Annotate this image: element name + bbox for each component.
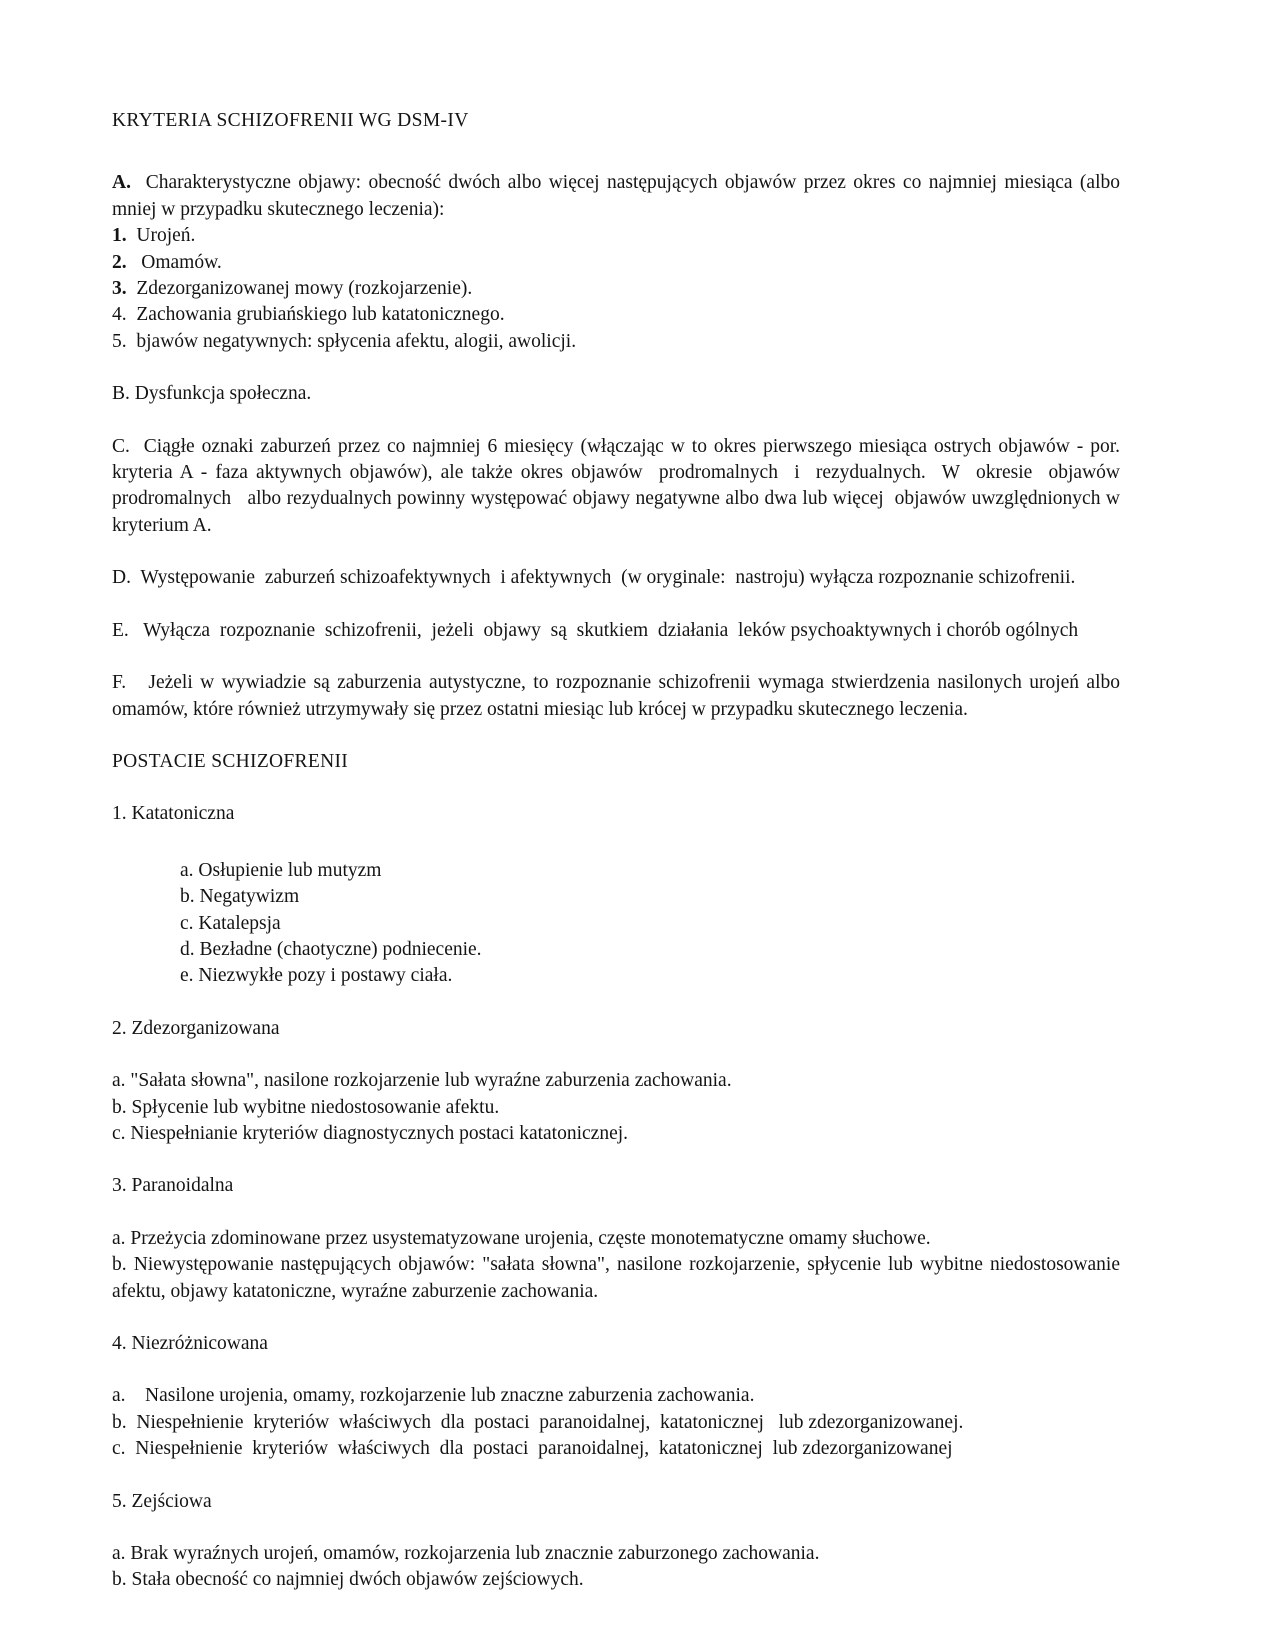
form-1-items [112, 858, 1120, 990]
list-item: b. Negatywizm [180, 886, 300, 908]
list-item [112, 223, 1120, 249]
list-item: a. Osłupienie lub mutyzm [180, 859, 382, 881]
list-item: c. Niespełnianie kryteriów diagnostycznych postaci katatonicznej. [112, 1122, 629, 1144]
criterion-b-text: Dysfunkcja społeczna. [134, 383, 312, 405]
criterion-f-text: Jeżeli w wywiadzie są zaburzenia autystyczne, to rozpoznanie schizofrenii wymaga stwierdzenia nasilonych urojeń albo omamów, które również utrzymywały się przez ostatni miesiąc lub krócej w przypadku skutecznego leczenia. [112, 672, 1125, 720]
list-item: a. "Sałata słowna", nasilone rozkojarzenie lub wyraźne zaburzenia zachowania. [112, 1070, 732, 1092]
spacer [112, 723, 1120, 749]
criterion-c-marker: C. [112, 435, 130, 457]
list-item: c. Niespełnienie kryteriów właściwych dla postaci paranoidalnej, katatonicznej lub zdezorganizowanej [112, 1438, 953, 1460]
spacer [112, 990, 1120, 1016]
form-3-items [112, 1226, 1120, 1305]
spacer [112, 828, 1120, 858]
spacer [112, 144, 1120, 170]
list-item-marker: 3. [112, 278, 127, 300]
spacer [112, 1147, 1120, 1173]
criterion-d-text: Występowanie zaburzeń schizoafektywnych i afektywnych (w oryginale: nastroju) wyłącza rozpoznanie schizofrenii. [135, 567, 1076, 589]
spacer [112, 1515, 1120, 1541]
list-item-marker: 4. [112, 304, 127, 326]
form-heading-3: 3. Paranoidalna [112, 1175, 234, 1197]
spacer [112, 355, 1120, 381]
criterion-e-paragraph [112, 618, 1120, 644]
criterion-c-text: Ciągłe oznaki zaburzeń przez co najmniej 6 miesięcy (włączając w to okres pierwszego miesiąca ostrych objawów - por. kryteria A - faza aktywnych objawów), ale także okres objawów prodromalnych i rezydualnych. W okresie objawów prodromalnych albo rezydualnych powinny występować objawy negatywne albo dwa lub więcej objawów uwzględnionych w kryterium A. [112, 435, 1125, 536]
criterion-a-paragraph [112, 170, 1125, 223]
list-item [112, 329, 1120, 355]
list-item-label: Urojeń. [136, 225, 196, 247]
spacer [112, 592, 1120, 618]
criterion-a-text: Charakterystyczne objawy: obecność dwóch albo więcej następujących objawów przez okres co najmniej miesiąca (albo mniej w przypadku skutecznego leczenia): [112, 172, 1125, 220]
criterion-b-paragraph [112, 381, 1120, 407]
spacer [112, 1357, 1120, 1383]
list-item-marker: 1. [112, 225, 127, 247]
spacer [112, 1463, 1120, 1489]
form-heading-1: 1. Katatoniczna [112, 803, 235, 825]
document-body [112, 108, 1125, 1594]
list-item: d. Bezładne (chaotyczne) podniecenie. [180, 938, 482, 960]
list-item [112, 250, 1120, 276]
list-item [112, 276, 1120, 302]
list-item [112, 302, 1120, 328]
spacer [112, 644, 1120, 670]
criterion-a-list [112, 223, 1120, 355]
form-2-items [112, 1068, 1120, 1147]
list-item: c. Katalepsja [180, 912, 281, 934]
list-item-label: bjawów negatywnych: spłycenia afektu, alogii, awolicji. [136, 330, 577, 352]
criterion-e-text: Wyłącza rozpoznanie schizofrenii, jeżeli objawy są skutkiem działania leków psychoaktywnych i chorób ogólnych [133, 619, 1079, 641]
form-heading-5: 5. Zejściowa [112, 1490, 212, 1512]
criterion-f-paragraph [112, 670, 1125, 723]
spacer [112, 1042, 1120, 1068]
spacer [112, 775, 1120, 801]
list-item: b. Niewystępowanie następujących objawów: "sałata słowna", nasilone rozkojarzenie, spłycenie lub wybitne niedostosowanie afektu, objawy katatoniczne, wyraźne zaburzenie zachowania. [112, 1254, 1120, 1302]
criterion-d-marker: D. [112, 567, 131, 589]
criterion-d-paragraph [112, 565, 1120, 591]
form-4-items [112, 1383, 1120, 1462]
list-item: e. Niezwykłe pozy i postawy ciała. [180, 965, 453, 987]
form-5-items [112, 1541, 1120, 1594]
list-item: b. Spłycenie lub wybitne niedostosowanie afektu. [112, 1096, 500, 1118]
list-item: a. Przeżycia zdominowane przez usystematyzowane urojenia, częste monotematyczne omamy słuchowe. [112, 1227, 931, 1249]
spacer [112, 1200, 1120, 1226]
list-item: a. Nasilone urojenia, omamy, rozkojarzenie lub znaczne zaburzenia zachowania. [112, 1385, 755, 1407]
list-item-label: Omamów. [136, 251, 222, 273]
list-item: b. Stała obecność co najmniej dwóch objawów zejściowych. [112, 1569, 584, 1591]
forms-section-heading: POSTACIE SCHIZOFRENII [112, 750, 349, 772]
criterion-b-marker: B. [112, 383, 130, 405]
criterion-c-paragraph [112, 434, 1125, 540]
list-item: a. Brak wyraźnych urojeń, omamów, rozkojarzenia lub znacznie zaburzonego zachowania. [112, 1543, 820, 1565]
list-item-label: Zdezorganizowanej mowy (rozkojarzenie). [136, 278, 473, 300]
page-title: KRYTERIA SCHIZOFRENII WG DSM-IV [112, 110, 469, 131]
criterion-a-marker: A. [112, 172, 131, 194]
list-item-marker: 2. [112, 251, 127, 273]
criterion-e-marker: E. [112, 619, 129, 641]
spacer [112, 539, 1120, 565]
form-heading-2: 2. Zdezorganizowana [112, 1017, 280, 1039]
list-item-marker: 5. [112, 330, 127, 352]
spacer [112, 1305, 1120, 1331]
form-heading-4: 4. Niezróżnicowana [112, 1333, 268, 1354]
list-item-label: Zachowania grubiańskiego lub katatonicznego. [136, 304, 505, 326]
list-item: b. Niespełnienie kryteriów właściwych dla postaci paranoidalnej, katatonicznej lub zdezorganizowanej. [112, 1411, 964, 1433]
criterion-f-marker: F. [112, 672, 127, 694]
spacer [112, 408, 1120, 434]
